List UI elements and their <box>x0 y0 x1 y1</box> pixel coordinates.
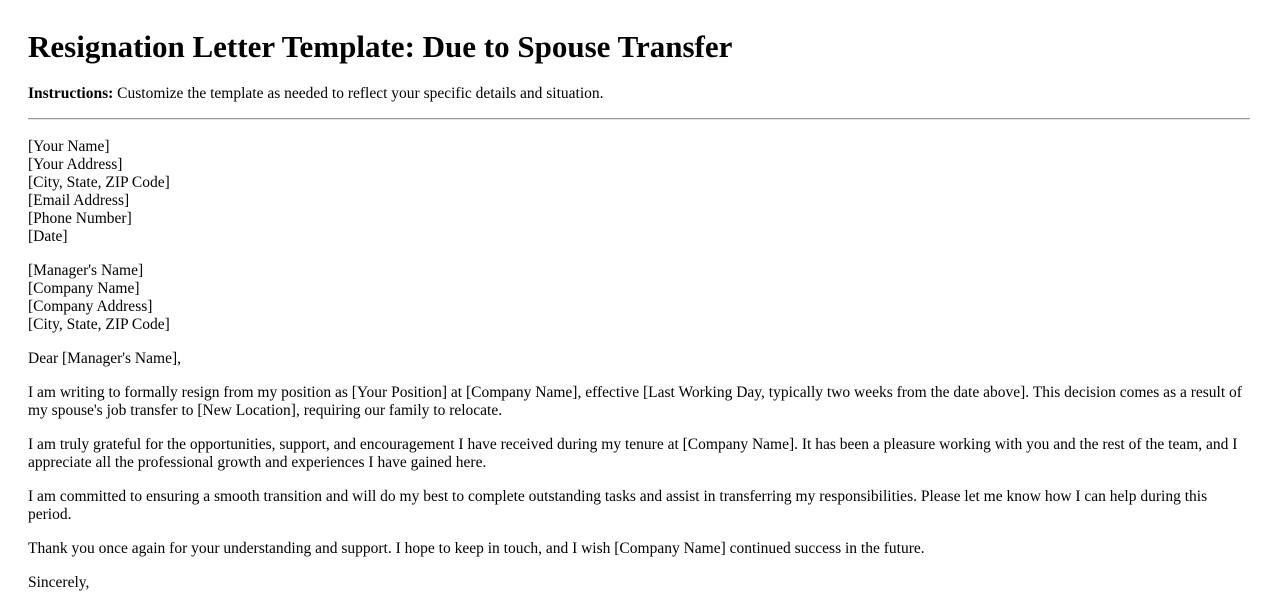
body-paragraph-4: Thank you once again for your understanding and support. I hope to keep in touch, and I wish [Company Name] continued success in the future. <box>28 540 925 557</box>
instructions-text: Customize the template as needed to reflect your specific details and situation. <box>113 85 604 102</box>
recipient-manager-name: [Manager's Name] <box>28 262 144 279</box>
recipient-address-block <box>28 262 1250 334</box>
body-paragraph-2: I am truly grateful for the opportunities, support, and encouragement I have received during my tenure at [Company Name]. It has been a pleasure working with you and the rest of the team, and I appreciate all the professional growth and experiences I have gained here. <box>28 436 1238 471</box>
sender-address-block <box>28 138 1250 246</box>
body-paragraph-3: I am committed to ensuring a smooth transition and will do my best to complete outstanding tasks and assist in transferring my responsibilities. Please let me know how I can help during this period. <box>28 488 1208 523</box>
closing: Sincerely, <box>28 574 90 591</box>
salutation: Dear [Manager's Name], <box>28 350 181 367</box>
instructions-label: Instructions: <box>28 85 114 102</box>
recipient-city-state-zip: [City, State, ZIP Code] <box>28 316 170 333</box>
sender-address: [Your Address] <box>28 156 123 173</box>
sender-email: [Email Address] <box>28 192 130 209</box>
body-paragraph-1: I am writing to formally resign from my position as [Your Position] at [Company Name], effective [Last Working Day, typically two weeks from the date above]. This decision comes as a result of my spouse's job transfer to [New Location], requiring our family to relocate. <box>28 384 1242 419</box>
divider <box>28 118 1250 120</box>
instructions <box>28 85 1250 103</box>
recipient-company-name: [Company Name] <box>28 280 140 297</box>
sender-name: [Your Name] <box>28 138 110 155</box>
sender-city-state-zip: [City, State, ZIP Code] <box>28 174 170 191</box>
page-title: Resignation Letter Template: Due to Spouse Transfer <box>28 29 733 64</box>
recipient-company-address: [Company Address] <box>28 298 153 315</box>
sender-date: [Date] <box>28 228 68 245</box>
sender-phone: [Phone Number] <box>28 210 132 227</box>
